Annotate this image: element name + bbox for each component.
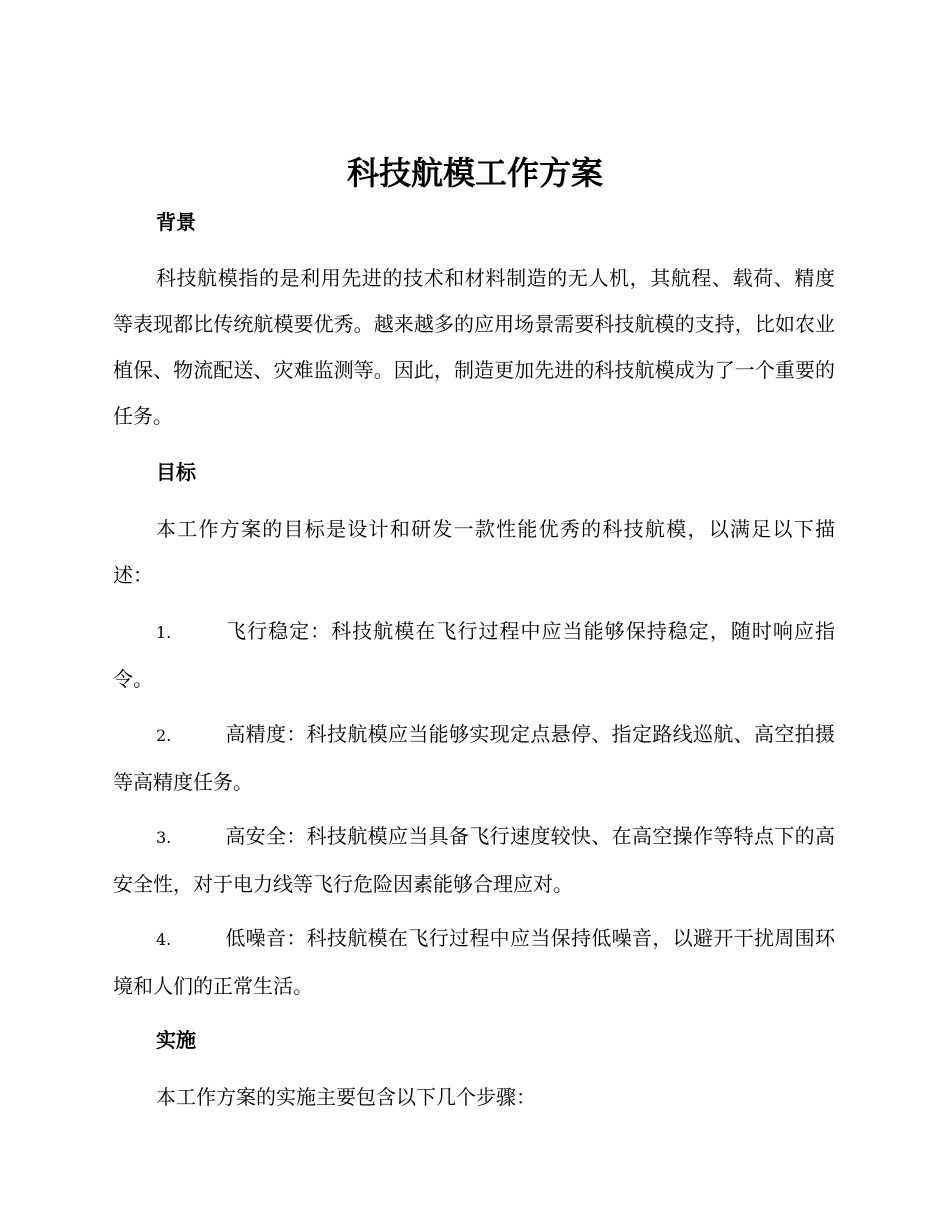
- list-item-text: 低噪音：科技航模在飞行过程中应当保持低噪音，以避开干扰周围环境和人们的正常生活。: [113, 926, 835, 998]
- list-item-text: 高安全：科技航模应当具备飞行速度较快、在高空操作等特点下的高安全性，对于电力线等飞行危险因素能够合理应对。: [113, 824, 835, 896]
- list-item-number: 4.: [156, 930, 172, 949]
- goal-list-item: [113, 915, 835, 1009]
- implementation-paragraph: 本工作方案的实施主要包含以下几个步骤：: [156, 1085, 536, 1109]
- list-item-number: 1.: [156, 623, 172, 642]
- goal-list-item: [113, 711, 835, 805]
- goal-list-item: [113, 813, 835, 907]
- section-heading-implementation: 实施: [156, 1028, 196, 1052]
- list-item-number: 2.: [156, 726, 172, 745]
- section-heading-background: 背景: [156, 210, 196, 234]
- background-paragraph: 科技航模指的是利用先进的技术和材料制造的无人机，其航程、载荷、精度等表现都比传统航模要优秀。越来越多的应用场景需要科技航模的支持，比如农业植保、物流配送、灾难监测等。因此，制造更加先进的科技航模成为了一个重要的任务。: [113, 266, 835, 428]
- list-item-text: 飞行稳定：科技航模在飞行过程中应当能够保持稳定，随时响应指令。: [113, 619, 835, 691]
- list-item-number: 3.: [156, 828, 172, 847]
- goal-paragraph: 本工作方案的目标是设计和研发一款性能优秀的科技航模，以满足以下描述：: [113, 517, 835, 587]
- document-title: 科技航模工作方案: [346, 154, 603, 192]
- section-heading-goal: 目标: [156, 460, 196, 484]
- list-item-text: 高精度：科技航模应当能够实现定点悬停、指定路线巡航、高空拍摄等高精度任务。: [113, 722, 835, 794]
- goal-list-item: [113, 608, 835, 702]
